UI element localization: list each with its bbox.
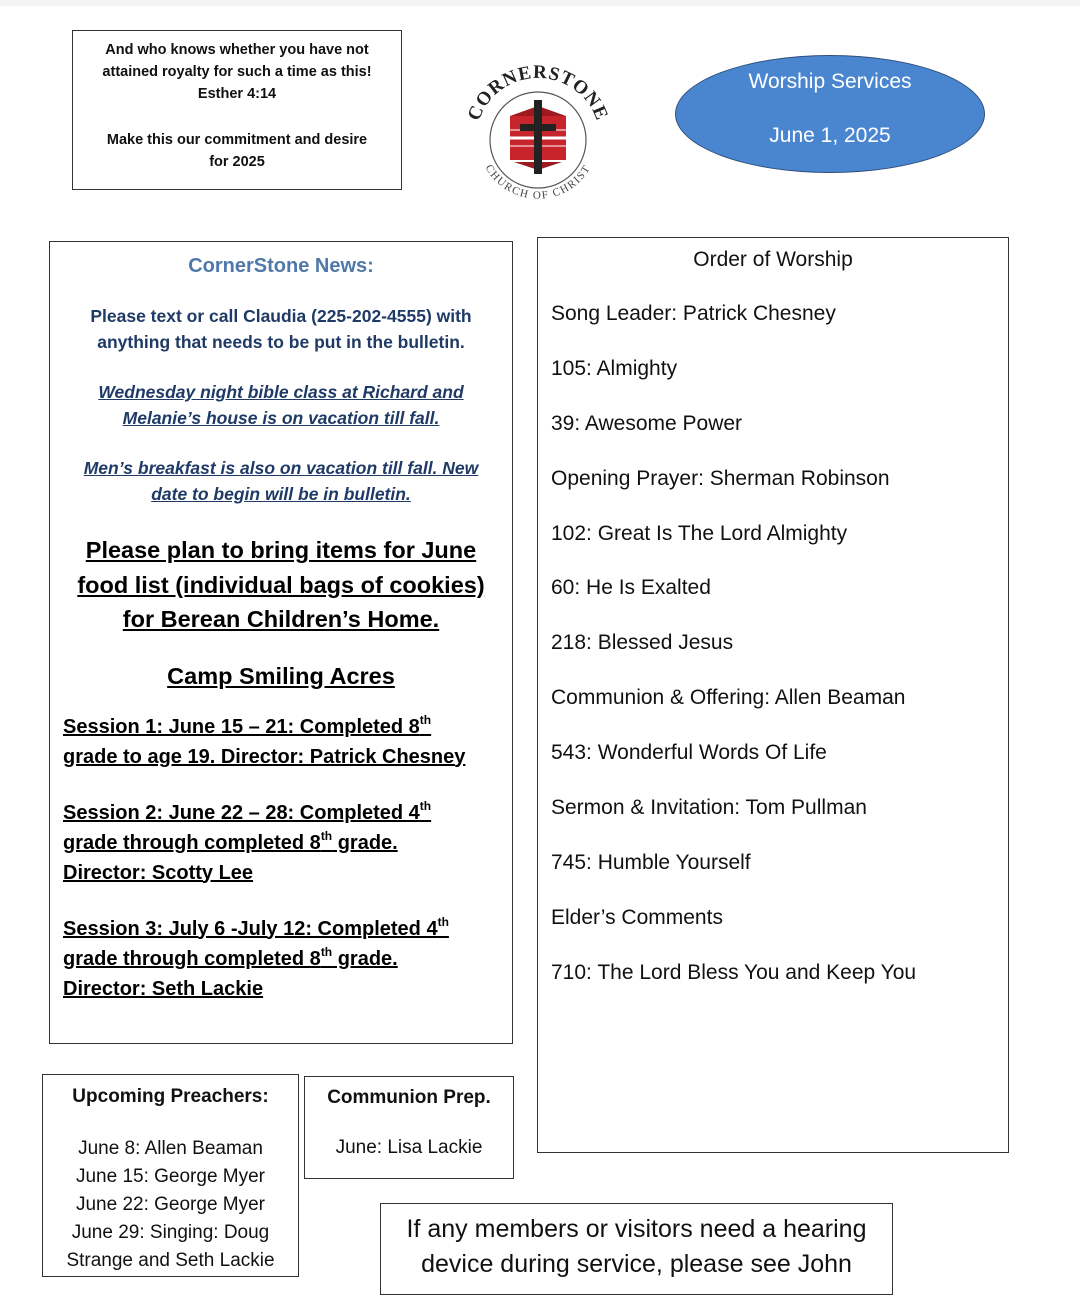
worship-item: Sermon & Invitation: Tom Pullman [551,796,867,819]
worship-item: Song Leader: Patrick Chesney [551,302,836,325]
food-line-1: Please plan to bring items for June [85,537,477,563]
worship-item: 102: Great Is The Lord Almighty [551,522,848,545]
food-line-3: for Berean Children’s Home. [122,606,440,632]
verse-reference: Esther 4:14 [197,86,277,102]
verse-line-2: attained royalty for such a time as this! [102,64,372,80]
verse-box [72,30,402,190]
camp-session-1: Session 1: June 15 – 21: Completed 8th grade to age 19. Director: Patrick Chesney [63,712,466,768]
bible-class-note [50,379,512,431]
header-title: Worship Services [748,70,912,93]
contact-line-1: Please text or call Claudia (225-202-4555) with [90,306,472,326]
preacher-entry: June 22: George Myer [75,1194,266,1215]
communion-prep-value: June: Lisa Lackie [335,1137,483,1158]
logo-top-text: CORNERSTONE [463,61,613,124]
worship-services-header [675,55,985,173]
worship-item: 39: Awesome Power [551,412,743,435]
preacher-entry: Strange and Seth Lackie [66,1250,275,1271]
preacher-entry: June 15: George Myer [75,1166,266,1187]
hearing-line-2: device during service, please see John [421,1250,852,1278]
worship-item: 218: Blessed Jesus [551,631,734,654]
hearing-line-1: If any members or visitors need a hearing [406,1215,867,1243]
worship-title: Order of Worship [693,248,853,271]
worship-item: Opening Prayer: Sherman Robinson [551,467,890,490]
bible-class-line-1: Wednesday night bible class at Richard and [98,382,464,402]
header-date: June 1, 2025 [769,124,891,147]
order-of-worship-box [537,237,1009,1153]
commitment-line-2: for 2025 [209,154,265,170]
breakfast-note [50,455,512,507]
verse-line-1: And who knows whether you have not [105,42,369,58]
worship-item: 710: The Lord Bless You and Keep You [551,961,917,984]
communion-prep-title: Communion Prep. [327,1087,491,1108]
worship-item: 60: He Is Exalted [551,576,711,599]
worship-item: 543: Wonderful Words Of Life [551,741,827,764]
upcoming-preachers-box [42,1074,299,1277]
food-drive-note [50,533,512,637]
hearing-device-note [380,1203,893,1295]
news-box [49,241,513,1044]
contact-note [50,303,512,355]
camp-title: Camp Smiling Acres [167,662,395,689]
worship-item: 105: Almighty [551,357,678,380]
breakfast-line-1: Men’s breakfast is also on vacation till fall. New [83,458,479,478]
breakfast-line-2: date to begin will be in bulletin. [151,484,411,504]
preachers-title: Upcoming Preachers: [72,1086,269,1107]
camp-session-3: Session 3: July 6 -July 12: Completed 4th grade through completed 8th grade. Director: Seth Lackie [63,914,449,1000]
page-top-band [0,0,1080,6]
contact-line-2: anything that needs to be put in the bulletin. [97,332,465,352]
preacher-entry: June 8: Allen Beaman [78,1138,263,1159]
communion-prep-box [304,1076,514,1179]
camp-session-2: Session 2: June 22 – 28: Completed 4th grade through completed 8th grade. Director: Scotty Lee [63,798,432,884]
cornerstone-logo [458,58,618,218]
news-title: CornerStone News: [188,255,374,277]
bible-class-line-2: Melanie’s house is on vacation till fall. [122,408,440,428]
preacher-entry: June 29: Singing: Doug [71,1222,270,1243]
food-line-2: food list (individual bags of cookies) [77,571,485,598]
worship-item: Elder’s Comments [551,906,723,929]
worship-item: 745: Humble Yourself [551,851,751,874]
worship-item: Communion & Offering: Allen Beaman [551,686,906,709]
commitment-line-1: Make this our commitment and desire [106,132,368,148]
logo-bottom-text: CHURCH OF CHRIST [482,162,594,202]
